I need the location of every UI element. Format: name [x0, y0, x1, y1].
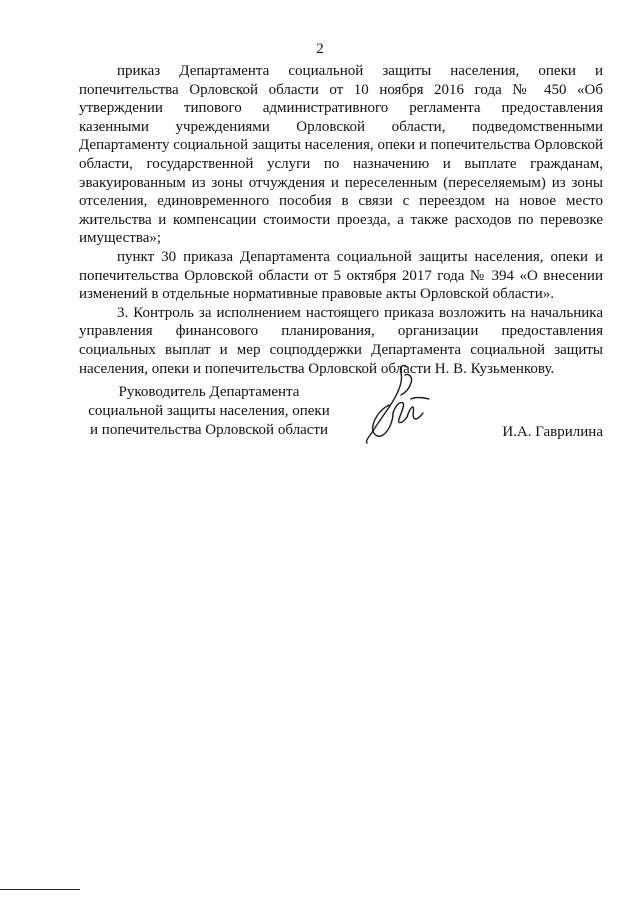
- signature-block: [79, 383, 603, 463]
- signer-title-line: социальной защиты населения, опеки: [88, 403, 330, 419]
- page-number: 2: [316, 41, 324, 57]
- signer-title-line: Руководитель Департамента: [118, 384, 300, 400]
- paragraph-control-clause: 3. Контроль за исполнением настоящего приказа возложить на начальника управления финансового планирования, организации предоставления социальных выплат и мер соцподдержки Департамента социальной защиты населения, опеки и попечительства Орловской области Н. В. Кузьменкову.: [79, 304, 603, 377]
- footnote-divider: [0, 889, 80, 890]
- document-body: [79, 62, 603, 378]
- signer-name: И.А. Гаврилина: [502, 424, 603, 440]
- signer-title-line: и попечительства Орловской области: [90, 422, 328, 438]
- paragraph-order-394: пункт 30 приказа Департамента социальной защиты населения, опеки и попечительства Орловской области от 5 октября 2017 года № 394 «О внесении изменений в отдельные нормативные правовые акты Орловской области».: [79, 248, 603, 303]
- signer-title: [79, 383, 339, 440]
- handwritten-signature-icon: [359, 361, 435, 445]
- paragraph-order-450: приказ Департамента социальной защиты населения, опеки и попечительства Орловской области от 10 ноября 2016 года № 450 «Об утверждении типового административного регламента предоставления казенными учреждениями Орловской области, подведомственными Департаменту социальной защиты населения, опеки и попечительства Орловской области, государственной услуги по назначению и выплате гражданам, эвакуированным из зоны отчуждения и переселенным (переселяемым) из зоны отселения, единовременного пособия в связи с переездом на новое место жительства и компенсации стоимости проезда, а также расходов по перевозке имущества»;: [79, 63, 603, 247]
